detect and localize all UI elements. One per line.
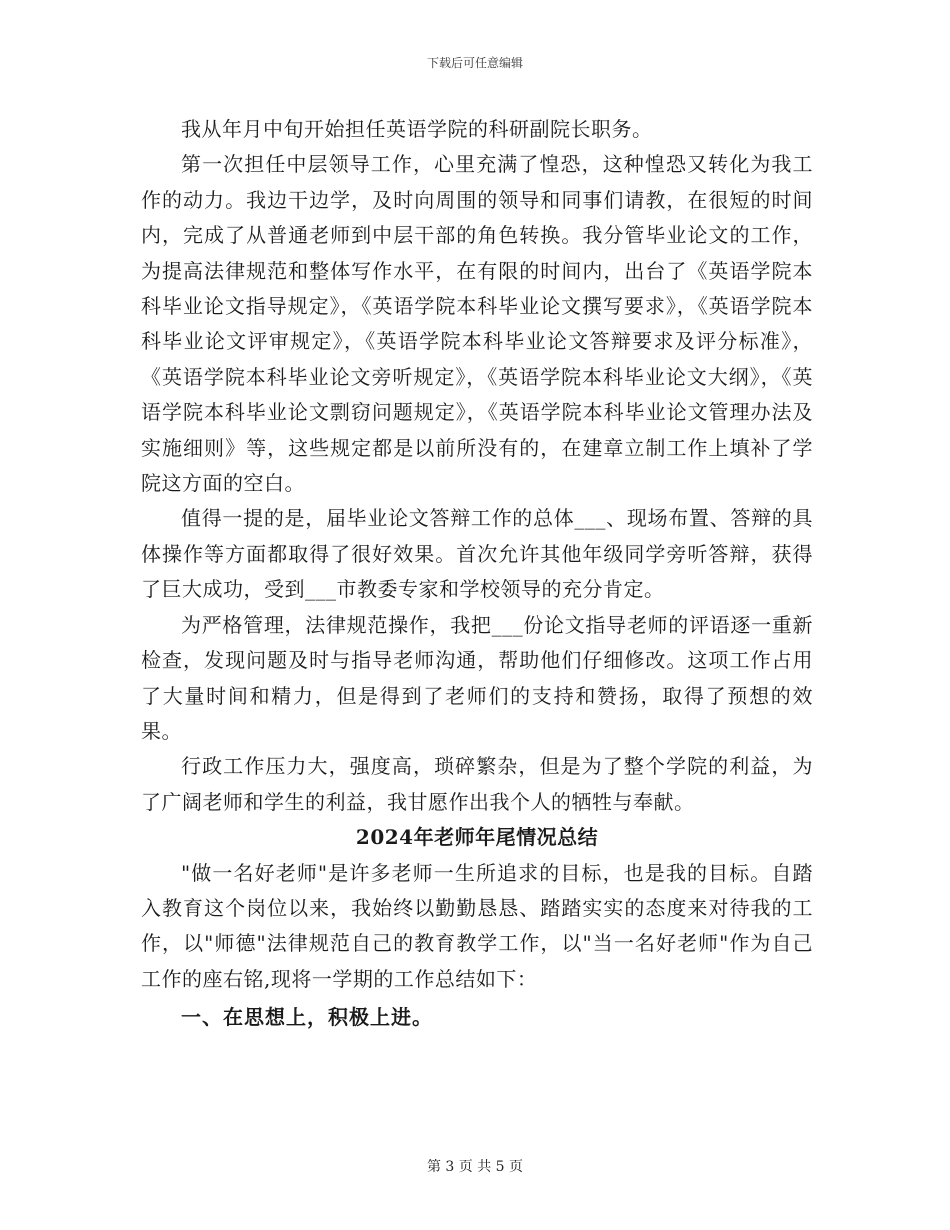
paragraph: 值得一提的是，届毕业论文答辩工作的总体___、现场布置、答辩的具体操作等方面都取得了很好效果。首次允许其他年级同学旁听答辩，获得了巨大成功，受到___市教委专家和学校领导的充分肯定。 [141,506,813,602]
page-header: 下载后可任意编辑 [426,56,523,70]
page-content [141,112,813,1037]
paragraph: 第一次担任中层领导工作，心里充满了惶恐，这种惶恐又转化为我工作的动力。我边干边学，及时向周围的领导和同事们请教，在很短的时间内，完成了从普通老师到中层干部的角色转换。我分管毕业论文的工作，为提高法律规范和整体写作水平，在有限的时间内，出台了《英语学院本科毕业论文指导规定》，《英语学院本科毕业论文撰写要求》，《英语学院本科毕业论文评审规定》，《英语学院本科毕业论文答辩要求及评分标准》，《英语学院本科毕业论文旁听规定》，《英语学院本科毕业论文大纲》，《英语学院本科毕业论文剽窃问题规定》，《英语学院本科毕业论文管理办法及实施细则》等，这些规定都是以前所没有的，在建章立制工作上填补了学院这方面的空白。 [141,152,813,496]
page-footer: 第 3 页 共 5 页 [426,1159,524,1175]
section-title: 2024年老师年尾情况总结 [355,825,599,850]
paragraph: 为严格管理，法律规范操作，我把___份论文指导老师的评语逐一重新检查，发现问题及时与指导老师沟通，帮助他们仔细修改。这项工作占用了大量时间和精力，但是得到了老师们的支持和赞扬，取得了预想的效果。 [141,612,813,743]
paragraph: "做一名好老师"是许多老师一生所追求的目标，也是我的目标。自踏入教育这个岗位以来，我始终以勤勤恳恳、踏踏实实的态度来对待我的工作，以"师德"法律规范自己的教育教学工作，以"当一名好老师"作为自己工作的座右铭,现将一学期的工作总结如下： [141,860,813,991]
subheading: 一、在思想上，积极上进。 [181,1005,433,1030]
paragraph: 行政工作压力大，强度高，琐碎繁杂，但是为了整个学院的利益，为了广阔老师和学生的利益，我甘愿作出我个人的牺牲与奉献。 [141,754,813,814]
paragraph: 我从年月中旬开始担任英语学院的科研副院长职务。 [181,117,653,141]
